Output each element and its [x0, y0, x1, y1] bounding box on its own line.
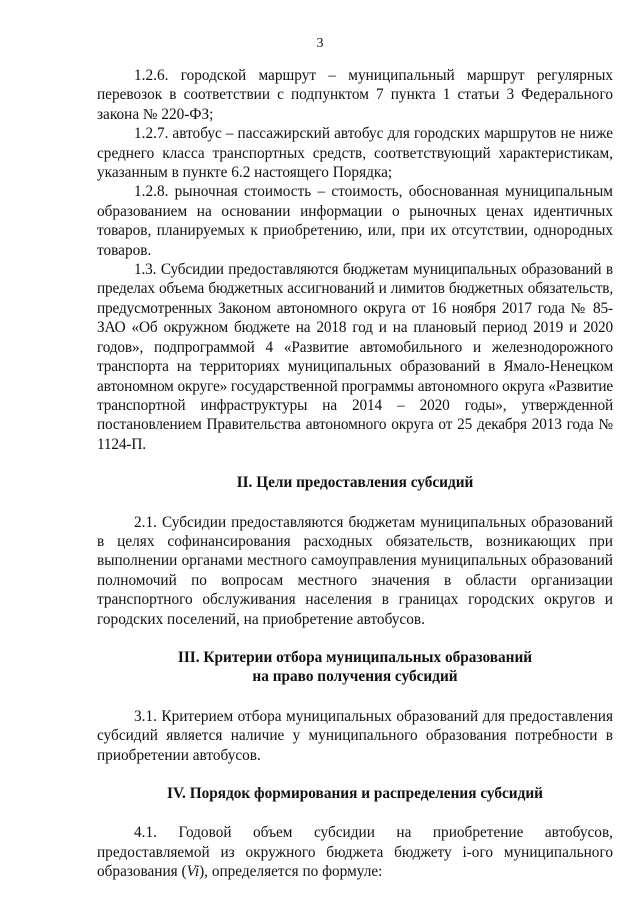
spacer: [97, 629, 613, 648]
document-body: [97, 66, 613, 882]
paragraph-3-1: 3.1. Критерием отбора муниципальных образований для предоставления субсидий является наличие у муниципального образования потребности в приобретении автобусов.: [97, 707, 613, 764]
paragraph-2-1: 2.1. Субсидии предоставляются бюджетам муниципальных образований в целях софинансирования расходных обязательств, возникающих при выполнении органами местного самоуправления муниципальных образований полномочий по вопросам местного значения в области организации транспортного обслуживания населения в границах городских округов и городских поселений, на приобретение автобусов.: [97, 513, 613, 628]
spacer: [97, 454, 613, 473]
page-number: 3: [316, 36, 324, 51]
paragraph-1-3: 1.3. Субсидии предоставляются бюджетам муниципальных образований в пределах объема бюджетных ассигнований и лимитов бюджетных обязательств, предусмотренных Законом автономного округа от 16 ноября 2017 года № 85-ЗАО «Об окружном бюджете на 2018 год и на плановый период 2019 и 2020 годов», подпрограммой 4 «Развитие автомобильного и железнодорожного транспорта на территориях муниципальных образований в Ямало-Ненецком автономном округе» государственной программы автономного округа «Развитие транспортной инфраструктуры на 2014 – 2020 годы», утвержденной постановлением Правительства автономного округа от 25 декабря 2013 года № 1124-П.: [97, 261, 613, 453]
paragraph-1-2-6: 1.2.6. городской маршрут – муниципальный маршрут регулярных перевозок в соответствии с подпунктом 7 пункта 1 статьи 3 Федерального закона № 220-ФЗ;: [97, 67, 613, 123]
formula-variable-vi: Vi: [186, 863, 200, 881]
spacer: [97, 687, 613, 707]
section-4-title: IV. Порядок формирования и распределения субсидий: [167, 785, 543, 802]
paragraph-4-1-text: 4.1. Годовой объем субсидии на приобретение автобусов, предоставляемой из окружного бюджета бюджету i-ого муниципального образования (: [97, 824, 613, 881]
section-2-title: II. Цели предоставления субсидий: [236, 474, 474, 492]
paragraph-4-1: [97, 823, 613, 881]
spacer: [97, 765, 613, 784]
spacer: [97, 803, 613, 823]
paragraph-1-2-8: 1.2.8. рыночная стоимость – стоимость, обоснованная муниципальным образованием на основании информации о рыночных ценах идентичных товаров, планируемых к приобретению, или, при их отсутствии, однородных товаров.: [97, 183, 613, 259]
section-3-title-line-2: на право получения субсидий: [252, 668, 458, 686]
paragraph-1-2-7: 1.2.7. автобус – пассажирский автобус для городских маршрутов не ниже среднего класса транспортных средств, соответствующий характеристикам, указанным в пункте 6.2 настоящего Порядка;: [97, 125, 613, 182]
spacer: [97, 493, 613, 513]
paragraph-4-1-ending: ), определяется по формуле:: [199, 863, 383, 881]
section-3-title-line-1: III. Критерии отбора муниципальных образований: [177, 648, 533, 666]
